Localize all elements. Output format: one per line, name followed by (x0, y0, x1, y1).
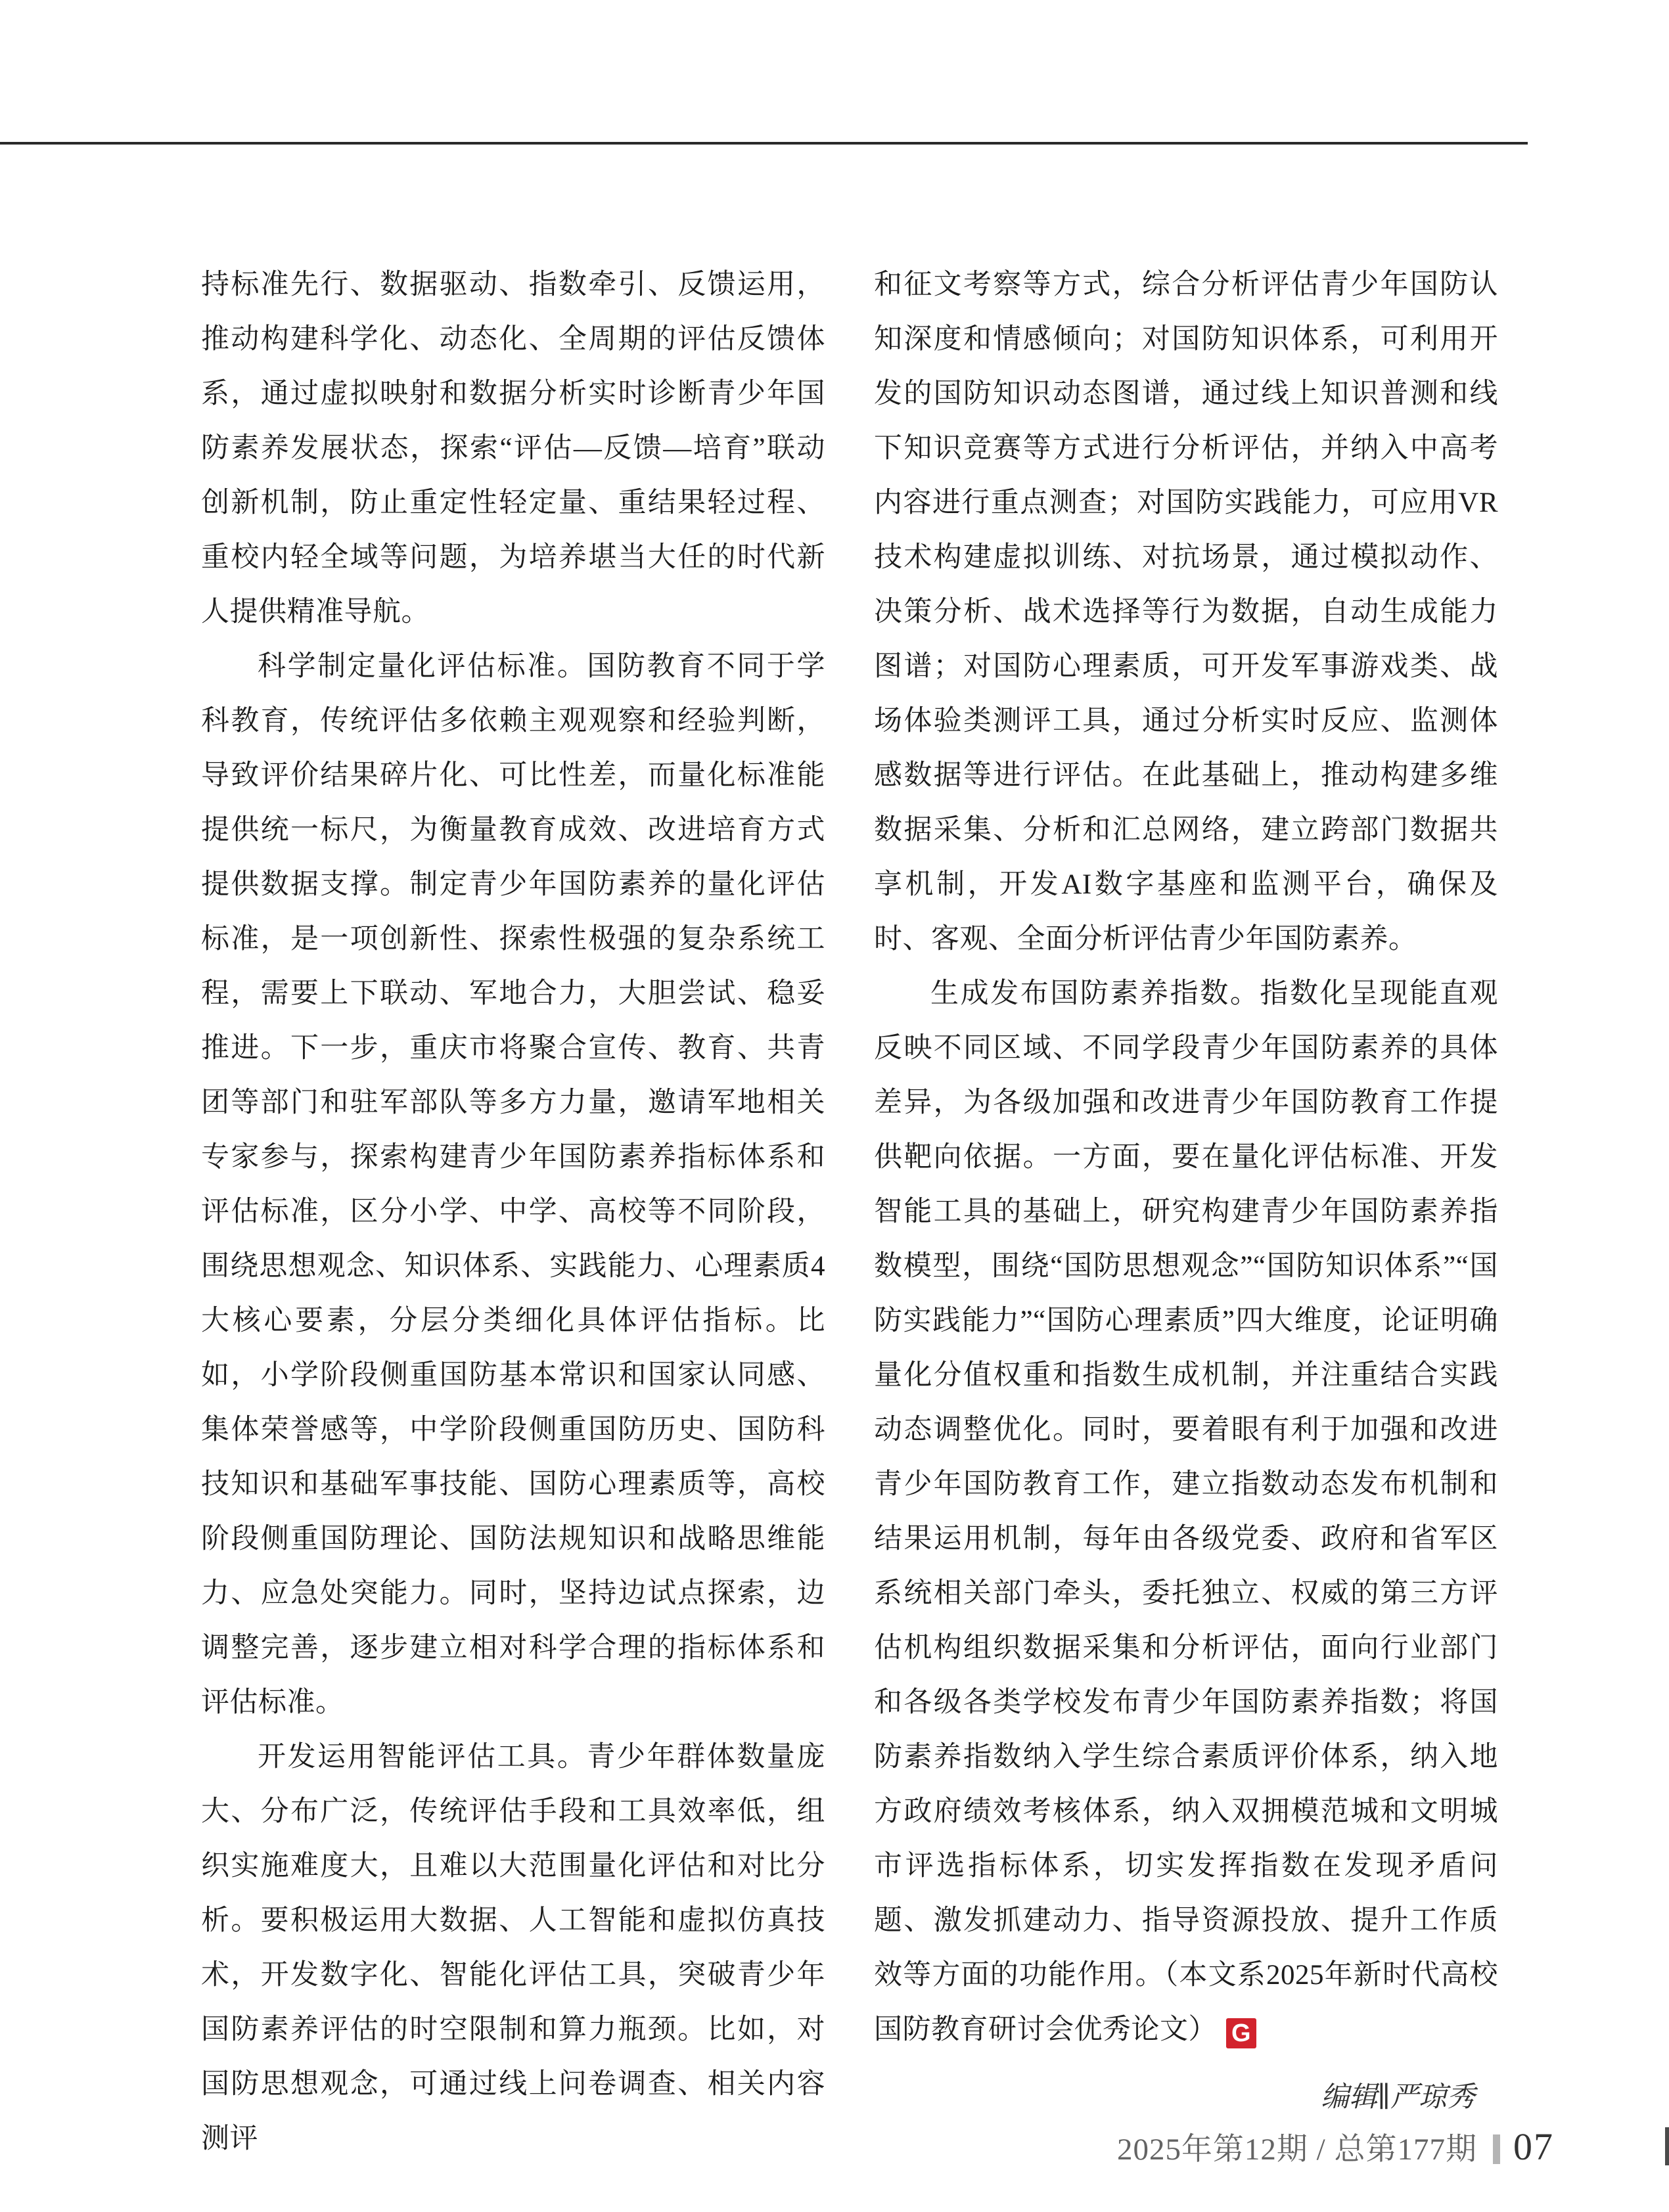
body-paragraph-quantitative-standards: 科学制定量化评估标准。国防教育不同于学科教育，传统评估多依赖主观观察和经验判断，导致评价结果碎片化、可比性差，而量化标准能提供统一标尺，为衡量教育成效、改进培育方式提供数据支撑。制定青少年国防素养的量化评估标准，是一项创新性、探索性极强的复杂系统工程，需要上下联动、军地合力，大胆尝试、稳妥推进。下一步，重庆市将聚合宣传、教育、共青团等部门和驻军部队等多方力量，邀请军地相关专家参与，探索构建青少年国防素养指标体系和评估标准，区分小学、中学、高校等不同阶段，围绕思想观念、知识体系、实践能力、心理素质4大核心要素，分层分类细化具体评估指标。比如，小学阶段侧重国防基本常识和国家认同感、集体荣誉感等，中学阶段侧重国防历史、国防科技知识和基础军事技能、国防心理素质等，高校阶段侧重国防理论、国防法规知识和战略思维能力、应急处突能力。同时，坚持边试点探索，边调整完善，逐步建立相对科学合理的指标体系和评估标准。 (201, 651, 825, 1718)
page-edge-mark (1665, 2127, 1669, 2165)
body-paragraph-smart-tools: 开发运用智能评估工具。青少年群体数量庞大、分布广泛，传统评估手段和工具效率低，组织实施难度大，且难以大范围量化评估和对比分析。要积极运用大数据、人工智能和虚拟仿真技术，开发数字化、智能化评估工具，突破青少年国防素养评估的时空限制和算力瓶颈。比如，对国防思想观念，可通过线上问卷调查、相关内容测评 (201, 1742, 825, 2154)
issue-info-line (1117, 2125, 1554, 2169)
text-column-right (874, 258, 1498, 2057)
top-rule (0, 142, 1528, 145)
editor-credit: 编辑∥严琼秀 (1321, 2082, 1475, 2113)
page-number: 07 (1513, 2125, 1554, 2168)
body-paragraph-index-publishing-text: 生成发布国防素养指数。指数化呈现能直观反映不同区域、不同学段青少年国防素养的具体差异，为各级加强和改进青少年国防教育工作提供靶向依据。一方面，要在量化评估标准、开发智能工具的基础上，研究构建青少年国防素养指数模型，围绕“国防思想观念”“国防知识体系”“国防实践能力”“国防心理素质”四大维度，论证明确量化分值权重和指数生成机制，并注重结合实践动态调整优化。同时，要着眼有利于加强和改进青少年国防教育工作，建立指数动态发布机制和结果运用机制，每年由各级党委、政府和省军区系统相关部门牵头，委托独立、权威的第三方评估机构组织数据采集和分析评估，面向行业部门和各级各类学校发布青少年国防素养指数；将国防素养指数纳入学生综合素质评价体系，纳入地方政府绩效考核体系，纳入双拥模范城和文明城市评选指标体系，切实发挥指数在发现矛盾问题、激发抓建动力、指导资源投放、提升工作质效等方面的功能作用。（本文系2025年新时代高校国防教育研讨会优秀论文） (874, 978, 1498, 2045)
text-column-left (201, 258, 825, 2166)
body-paragraph-smart-tools-continued: 和征文考察等方式，综合分析评估青少年国防认知深度和情感倾向；对国防知识体系，可利用开发的国防知识动态图谱，通过线上知识普测和线下知识竞赛等方式进行分析评估，并纳入中高考内容进行重点测查；对国防实践能力，可应用VR技术构建虚拟训练、对抗场景，通过模拟动作、决策分析、战术选择等行为数据，自动生成能力图谱；对国防心理素质，可开发军事游戏类、战场体验类测评工具，通过分析实时反应、监测体感数据等进行评估。在此基础上，推动构建多维数据采集、分析和汇总网络，建立跨部门数据共享机制，开发AI数字基座和监测平台，确保及时、客观、全面分析评估青少年国防素养。 (874, 269, 1498, 955)
body-paragraph-continuation: 持标准先行、数据驱动、指数牵引、反馈运用，推动构建科学化、动态化、全周期的评估反馈体系，通过虚拟映射和数据分析实时诊断青少年国防素养发展状态，探索“评估—反馈—培育”联动创新机制，防止重定性轻定量、重结果轻过程、重校内轻全域等问题，为培养堪当大任的时代新人提供精准导航。 (201, 269, 825, 627)
footer-divider-bar (1493, 2134, 1500, 2164)
body-paragraph-index-publishing (874, 966, 1498, 2057)
article-end-mark-icon: G (1226, 2018, 1256, 2048)
issue-info-text: 2025年第12期 / 总第177期 (1116, 2133, 1477, 2167)
